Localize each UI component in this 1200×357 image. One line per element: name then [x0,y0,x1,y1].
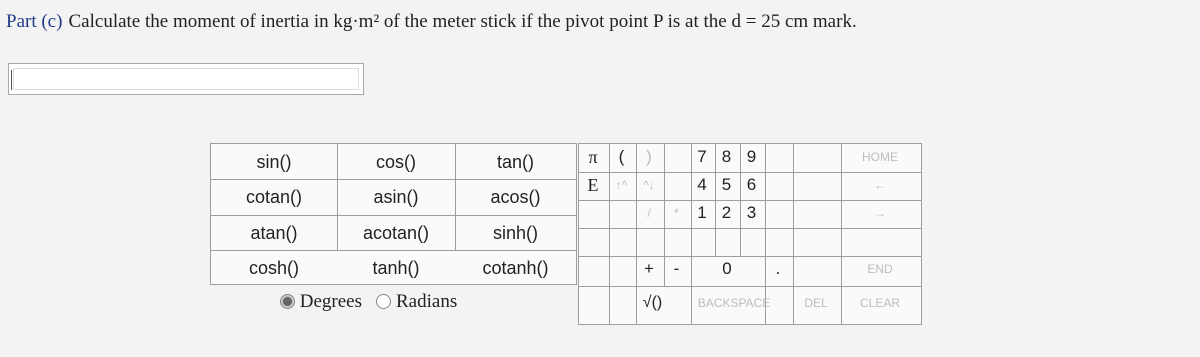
down-caret-button[interactable]: ^↓ [643,178,655,192]
up-caret-button[interactable]: ↑^ [615,178,628,192]
multiply-button[interactable]: * [674,206,679,220]
divide-button[interactable]: / [647,206,651,220]
right-paren-button[interactable]: ) [646,147,652,166]
sqrt-button[interactable]: √() [642,294,663,311]
tan-button[interactable]: tan() [496,152,534,172]
plus-button[interactable]: + [644,259,654,278]
digit-8-button[interactable]: 8 [721,147,732,166]
end-button[interactable]: END [867,262,893,276]
radians-label: Radians [396,291,458,312]
angle-mode-group [280,291,457,313]
tanh-button[interactable]: tanh() [372,258,420,278]
cos-button[interactable]: cos() [376,152,416,172]
acos-button[interactable]: acos() [490,187,541,207]
digit-7-button[interactable]: 7 [697,147,707,166]
digit-5-button[interactable]: 5 [721,175,732,194]
cotan-button[interactable]: cotan() [245,187,303,207]
question-body: Calculate the moment of inertia in kg·m² of the meter stick if the pivot point P is at the d = 25 cm mark. [68,11,857,32]
sin-button[interactable]: sin() [256,152,292,172]
degrees-label: Degrees [299,291,362,312]
acotan-button[interactable]: acotan() [362,223,430,243]
answer-input-inner [13,68,359,90]
digit-3-button[interactable]: 3 [746,203,757,222]
cotanh-button[interactable]: cotanh() [482,258,549,278]
decimal-point-button[interactable]: . [775,259,781,278]
pi-button[interactable]: π [588,147,598,167]
digit-1-button[interactable]: 1 [697,203,707,222]
answer-input[interactable] [8,63,364,95]
function-grid [210,143,577,285]
delete-button[interactable]: DEL [804,296,828,310]
backspace-button[interactable]: BACKSPACE [697,296,771,310]
digit-6-button[interactable]: 6 [746,175,757,194]
digit-4-button[interactable]: 4 [697,175,707,194]
question-text [6,10,857,33]
degrees-radio[interactable] [280,294,295,309]
cosh-button[interactable]: cosh() [248,258,299,278]
atan-button[interactable]: atan() [250,223,298,243]
minus-button[interactable]: - [673,259,680,278]
sinh-button[interactable]: sinh() [492,223,538,243]
text-caret [11,70,12,90]
left-arrow-button[interactable]: ← [874,178,886,192]
radians-radio[interactable] [376,294,391,309]
digit-2-button[interactable]: 2 [721,203,732,222]
right-arrow-button[interactable]: → [874,206,886,220]
digit-9-button[interactable]: 9 [746,147,757,166]
part-label: Part (c) [6,11,63,32]
home-button[interactable]: HOME [862,150,898,164]
left-paren-button[interactable]: ( [618,147,625,166]
digit-0-button[interactable]: 0 [722,259,732,278]
asin-button[interactable]: asin() [373,187,419,207]
e-button[interactable]: E [587,175,599,195]
clear-button[interactable]: CLEAR [859,296,900,310]
